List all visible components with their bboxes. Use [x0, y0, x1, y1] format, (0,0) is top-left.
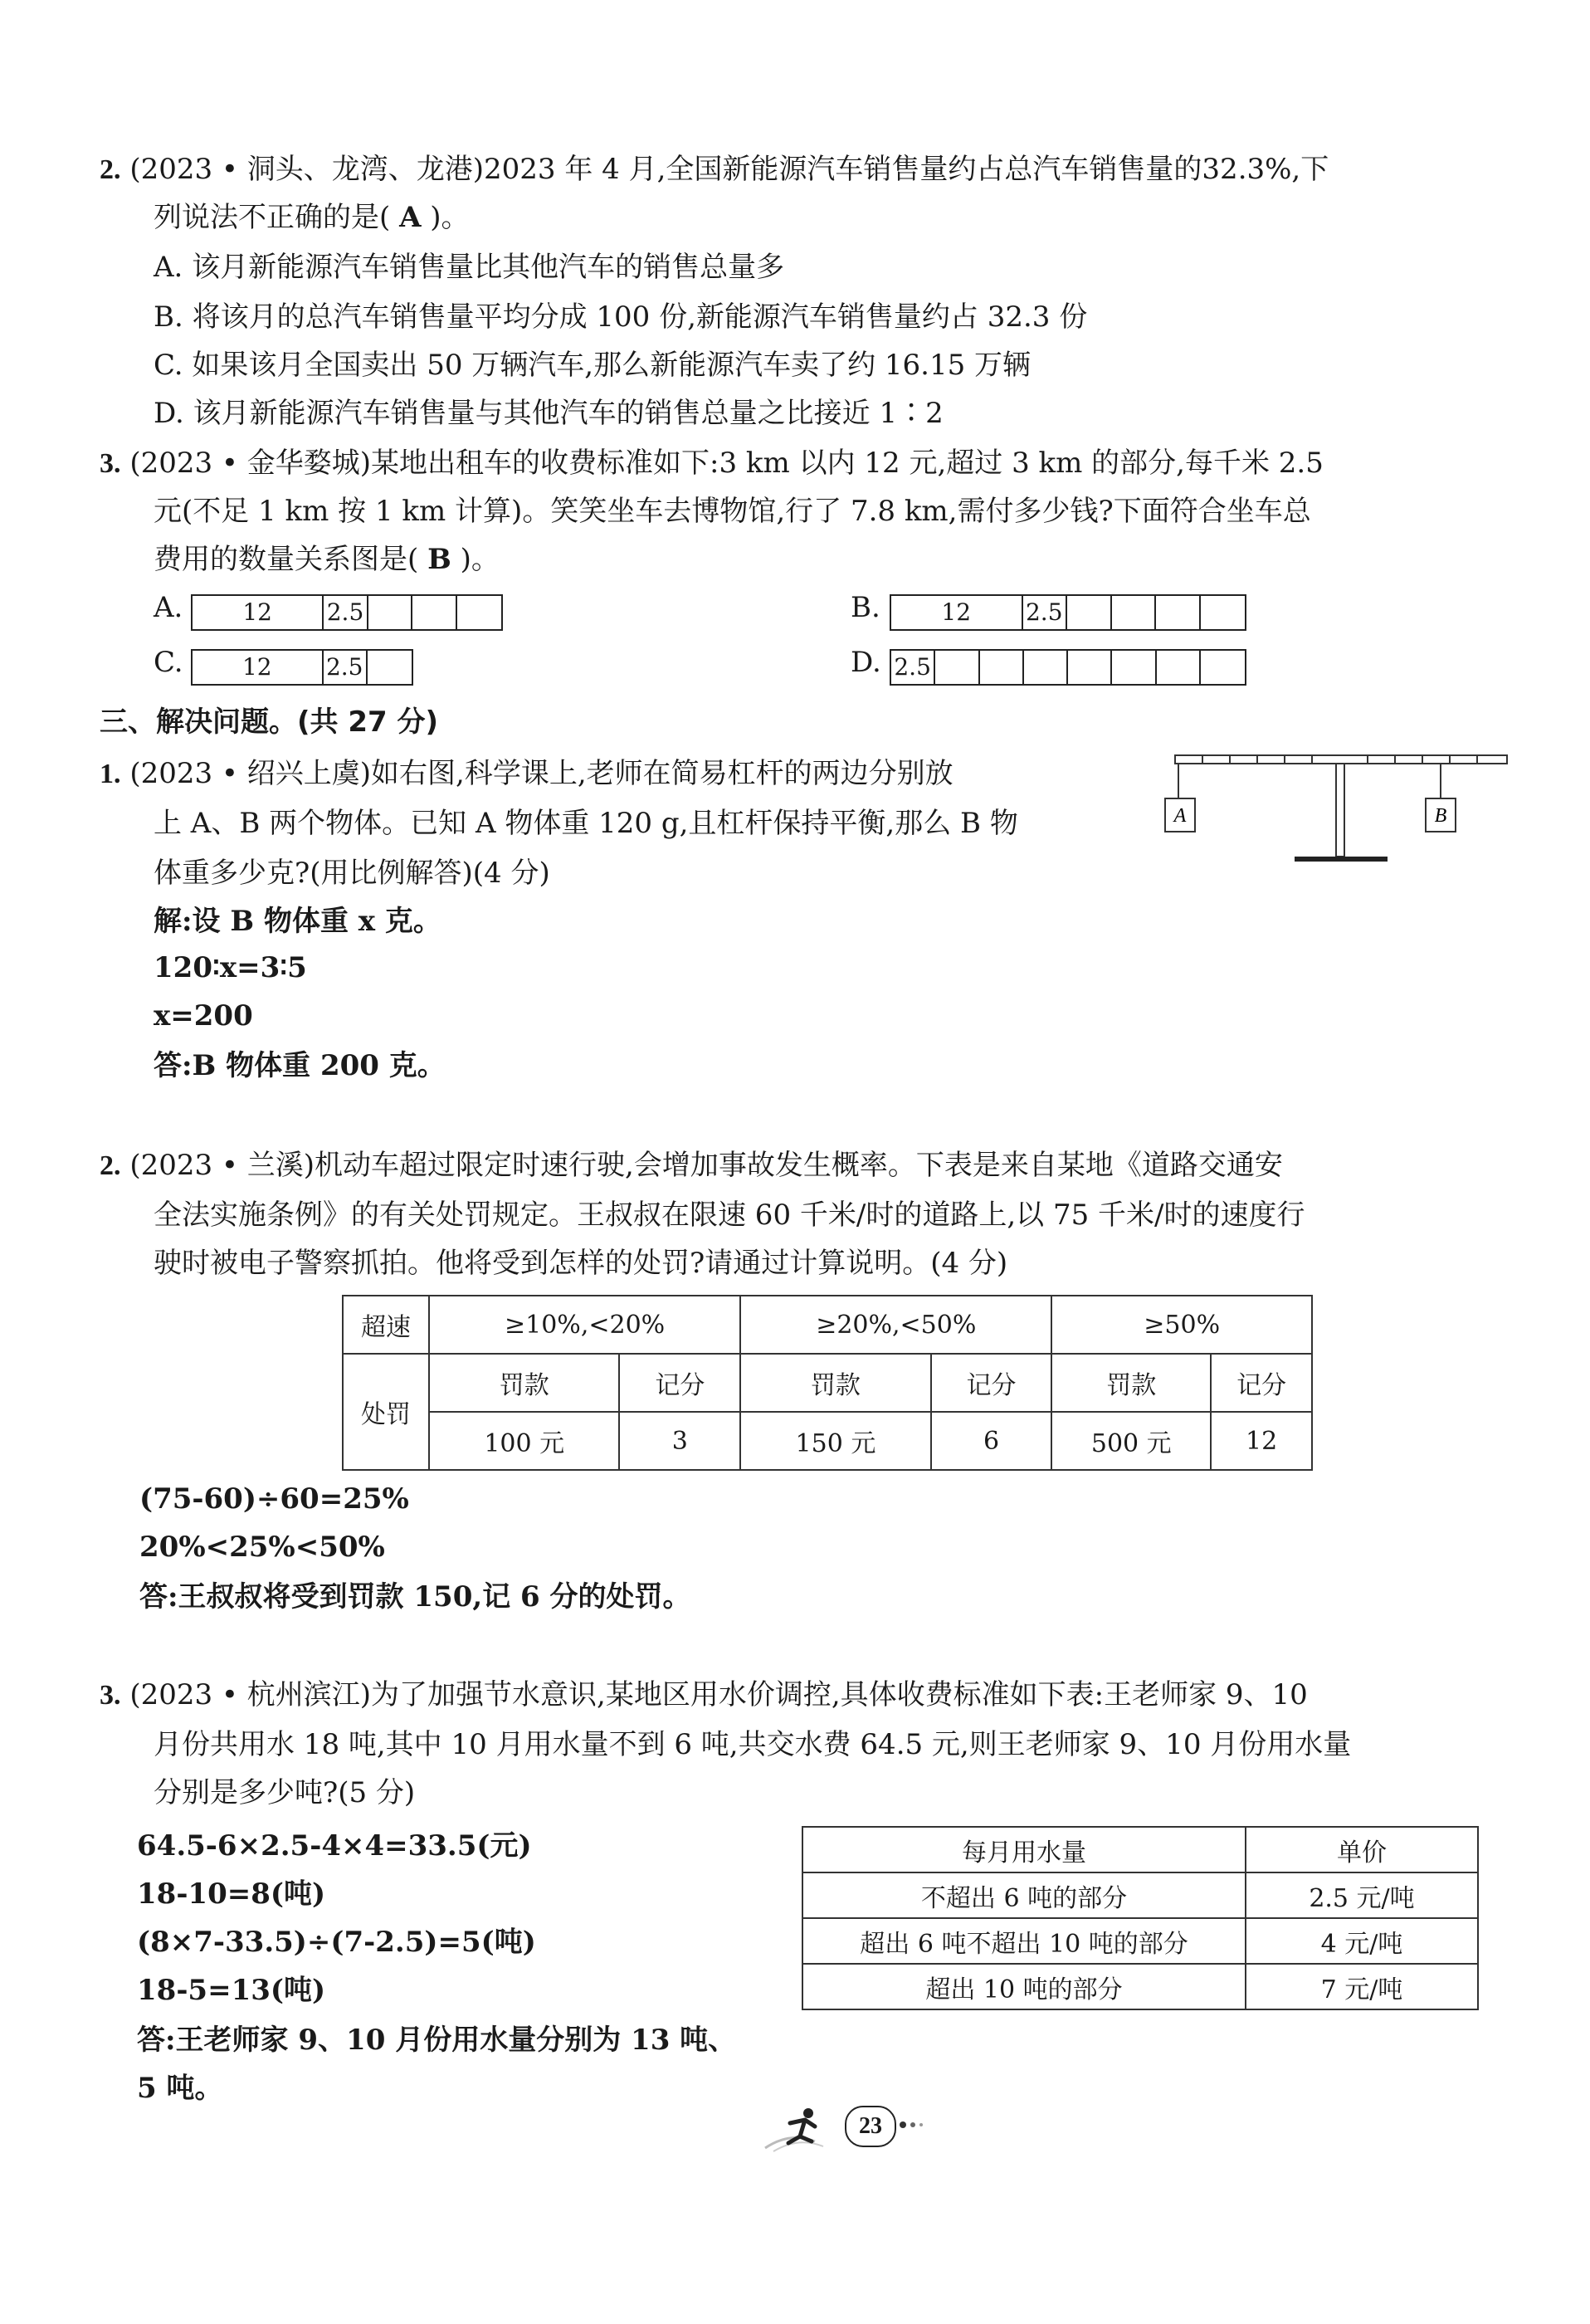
table-cell: ≥50% [1051, 1296, 1312, 1354]
object-a-label: A [1173, 805, 1187, 827]
strip-cell [1024, 651, 1068, 684]
q2-number: 2. [100, 154, 121, 185]
q3-option-d-diagram [890, 649, 1246, 686]
table-cell: 罚款 [429, 1354, 619, 1412]
table-cell: 处罚 [343, 1354, 429, 1470]
p3-solution-line1: 64.5-6×2.5-4×4=33.5(元) [137, 1829, 532, 1863]
table-header-cell: 每月用水量 [802, 1827, 1246, 1872]
q2-answer: A [399, 201, 422, 234]
q2-stem1: (2023 • 洞头、龙湾、龙港)2023 年 4 月,全国新能源汽车销售量约占总汽车销售量的32.3%,下 [129, 153, 1329, 186]
strip-cell [1201, 651, 1245, 684]
lever-base [1295, 857, 1388, 862]
p3-stem-line2: 月份共用水 18 吨,其中 10 月用水量不到 6 吨,共交水费 64.5 元,则王老师家 9、10 月份用水量 [154, 1728, 1352, 1761]
q2-option-c: C. 如果该月全国卖出 50 万辆汽车,那么新能源汽车卖了约 16.15 万辆 [154, 349, 1032, 382]
q3-answer: B [427, 543, 451, 576]
lever-beam [1175, 755, 1507, 764]
p3-stem-line1: 3. (2023 • 杭州滨江)为了加强节水意识,某地区用水价调控,具体收费标准如下表:王老师家 9、10 [100, 1678, 1308, 1711]
q3-option-b-diagram [890, 594, 1246, 631]
p2-stem-line3: 驶时被电子警察抓拍。他将受到怎样的处罚?请通过计算说明。(4 分) [154, 1247, 1008, 1280]
q3-number: 3. [100, 448, 121, 479]
strip-cell [368, 651, 412, 684]
table-cell: 100 元 [429, 1412, 619, 1470]
table-cell: 超出 6 吨不超出 10 吨的部分 [802, 1918, 1246, 1964]
strip-cell-2.5: 2.5 [324, 596, 368, 629]
p1-stem-line3: 体重多少克?(用比例解答)(4 分) [154, 857, 550, 890]
table-cell: 不超出 6 吨的部分 [802, 1872, 1246, 1918]
q3-option-a-diagram [191, 594, 503, 631]
strip-cell [1067, 596, 1112, 629]
strip-cell-12: 12 [193, 596, 324, 629]
p3-solution-line3: (8×7-33.5)÷(7-2.5)=5(吨) [137, 1926, 536, 1959]
strip-cell [1157, 651, 1201, 684]
lever-diagram [1162, 747, 1519, 872]
table-cell: 超速 [343, 1296, 429, 1354]
table-cell: 7 元/吨 [1246, 1964, 1478, 2009]
table-cell: 超出 10 吨的部分 [802, 1964, 1246, 2009]
p1-stem-line1: 1. (2023 • 绍兴上虞)如右图,科学课上,老师在简易杠杆的两边分别放 [100, 757, 954, 790]
q2-option-b: B. 将该月的总汽车销售量平均分成 100 份,新能源汽车销售量约占 32.3 份 [154, 300, 1088, 334]
p1-solution-line2: 120∶x=3∶5 [154, 951, 307, 984]
p2-stem-line2: 全法实施条例》的有关处罚规定。王叔叔在限速 60 千米/时的道路上,以 75 千米/时的速度行 [154, 1199, 1305, 1232]
strip-cell [1112, 651, 1156, 684]
q3-option-c-label: C. [154, 646, 183, 679]
q2-stem-line2: 列说法不正确的是( A )。 [154, 201, 470, 234]
p3-stem-line3: 分别是多少吨?(5 分) [154, 1776, 416, 1809]
strip-cell-12: 12 [193, 651, 324, 684]
table-cell: 500 元 [1051, 1412, 1211, 1470]
q3-option-b-label: B. [851, 591, 880, 624]
table-cell: 12 [1211, 1412, 1312, 1470]
strip-cell-12: 12 [891, 596, 1023, 629]
table-cell: 罚款 [740, 1354, 930, 1412]
strip-cell [1112, 596, 1157, 629]
q3-option-c-diagram [191, 649, 413, 686]
q2-stem-line1 [100, 151, 1329, 188]
table-cell: 150 元 [740, 1412, 930, 1470]
water-price-table [802, 1826, 1479, 2010]
p3-solution-line4: 18-5=13(吨) [137, 1974, 326, 2007]
section-3-title: 三、解决问题。(共 27 分) [100, 706, 439, 739]
p3-solution-line5: 答:王老师家 9、10 月份用水量分别为 13 吨、 [137, 2024, 737, 2057]
runner-logo-icon [757, 2098, 840, 2156]
q3-option-a-label: A. [154, 591, 183, 624]
table-header-cell: 单价 [1246, 1827, 1478, 1872]
p3-solution-line6: 5 吨。 [137, 2072, 223, 2105]
p1-stem-line2: 上 A、B 两个物体。已知 A 物体重 120 g,且杠杆保持平衡,那么 B 物 [154, 807, 1018, 840]
p1-solution-line1: 解:设 B 物体重 x 克。 [154, 905, 441, 938]
table-cell: 记分 [931, 1354, 1052, 1412]
p2-solution-line1: (75-60)÷60=25% [139, 1482, 409, 1516]
lever-stand [1336, 764, 1344, 857]
table-cell: ≥10%,<20% [429, 1296, 740, 1354]
q3-stem-line2: 元(不足 1 km 按 1 km 计算)。笑笑坐车去博物馆,行了 7.8 km,需付多少钱?下面符合坐车总 [154, 495, 1311, 528]
q3-option-d-label: D. [851, 646, 881, 679]
q2-option-a: A. 该月新能源汽车销售量比其他汽车的销售总量多 [154, 251, 785, 284]
table-cell: 2.5 元/吨 [1246, 1872, 1478, 1918]
table-cell: 3 [619, 1412, 740, 1470]
table-cell: 4 元/吨 [1246, 1918, 1478, 1964]
strip-cell [1201, 596, 1245, 629]
p1-solution-line3: x=200 [154, 999, 253, 1033]
strip-cell-2.5: 2.5 [1023, 596, 1068, 629]
page-number: 23 [845, 2106, 896, 2147]
strip-cell [457, 596, 501, 629]
strip-cell [368, 596, 412, 629]
strip-cell-2.5: 2.5 [891, 651, 935, 684]
q3-stem-line3: 费用的数量关系图是( B )。 [154, 543, 500, 576]
p2-solution-line3: 答:王叔叔将受到罚款 150,记 6 分的处罚。 [139, 1580, 691, 1614]
p3-solution-line2: 18-10=8(吨) [137, 1877, 326, 1911]
object-b-label: B [1434, 805, 1447, 827]
strip-cell [1156, 596, 1201, 629]
speeding-penalty-table [342, 1295, 1313, 1471]
table-cell: ≥20%,<50% [740, 1296, 1051, 1354]
p1-solution-line4: 答:B 物体重 200 克。 [154, 1049, 446, 1082]
table-cell: 记分 [619, 1354, 740, 1412]
q2-option-d: D. 该月新能源汽车销售量与其他汽车的销售总量之比接近 1∶2 [154, 397, 944, 430]
table-cell: 记分 [1211, 1354, 1312, 1412]
table-cell: 6 [931, 1412, 1052, 1470]
footer-dots-icon [898, 2118, 931, 2131]
p2-stem-line1: 2. (2023 • 兰溪)机动车超过限定时速行驶,会增加事故发生概率。下表是来自某地《道路交通安 [100, 1149, 1283, 1182]
q3-stem-line1: 3. (2023 • 金华婺城)某地出租车的收费标准如下:3 km 以内 12 元,超过 3 km 的部分,每千米 2.5 [100, 447, 1324, 480]
strip-cell-2.5: 2.5 [324, 651, 368, 684]
strip-cell [935, 651, 979, 684]
table-cell: 罚款 [1051, 1354, 1211, 1412]
strip-cell [412, 596, 456, 629]
p2-solution-line2: 20%<25%<50% [139, 1531, 385, 1564]
strip-cell [1068, 651, 1112, 684]
strip-cell [980, 651, 1024, 684]
